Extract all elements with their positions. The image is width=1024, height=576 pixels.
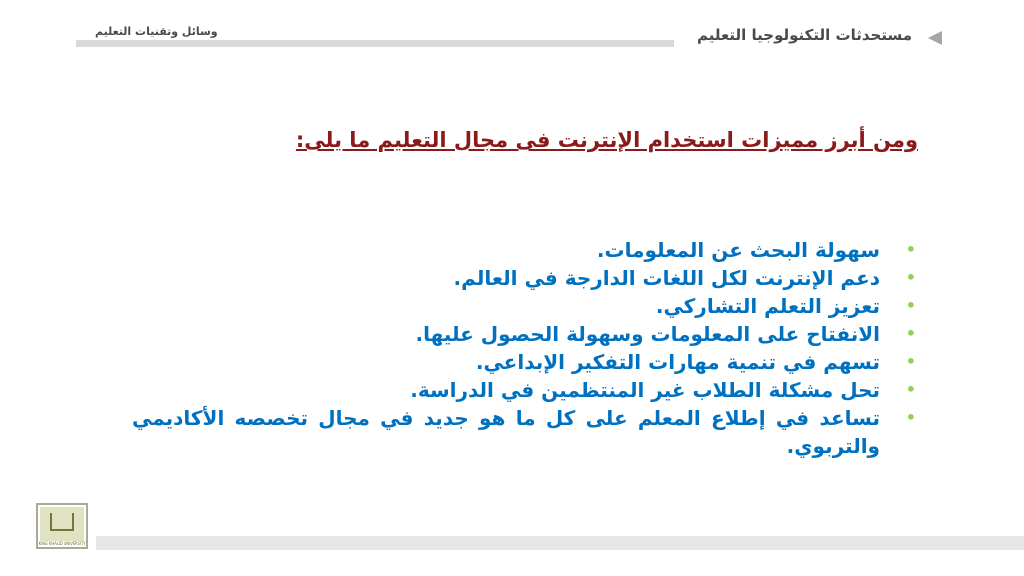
slide-subtitle: ومن أبرز مميزات استخدام الإنترنت فى مجال التعليم ما يلى: xyxy=(295,128,918,152)
bullet-item xyxy=(132,404,922,460)
university-logo-icon xyxy=(36,503,88,549)
triangle-left-icon xyxy=(928,31,942,45)
bullet-text: سهولة البحث عن المعلومات. xyxy=(596,238,880,262)
course-name: وسائل وتقنيات التعليم xyxy=(95,25,218,38)
bullet-dot-icon: • xyxy=(905,352,916,371)
bullet-item xyxy=(132,320,922,348)
bullet-dot-icon: • xyxy=(905,380,916,399)
bullet-item xyxy=(132,348,922,376)
bullet-item xyxy=(132,264,922,292)
bullet-dot-icon: • xyxy=(905,296,916,315)
bullet-list xyxy=(132,236,922,460)
bullet-item xyxy=(132,376,922,404)
bullet-text: دعم الإنترنت لكل اللغات الدارجة في العالم. xyxy=(453,266,880,290)
bullet-text: تعزيز التعلم التشاركي. xyxy=(655,294,880,318)
bullet-dot-icon: • xyxy=(905,324,916,343)
bullet-text: تسهم في تنمية مهارات التفكير الإبداعي. xyxy=(475,350,880,374)
bullet-item xyxy=(132,236,922,264)
bullet-text: تساعد في إطلاع المعلم على كل ما هو جديد في مجال تخصصه الأكاديمي والتربوي. xyxy=(132,406,880,458)
footer-bar xyxy=(96,536,1024,550)
bullet-item xyxy=(132,292,922,320)
slide-header-title: مستحدثات التكنولوجيا التعليم xyxy=(696,26,912,44)
bullet-text: الانفتاح على المعلومات وسهولة الحصول عليها. xyxy=(415,322,880,346)
logo-emblem xyxy=(40,507,84,541)
bullet-dot-icon: • xyxy=(905,408,916,427)
bullet-dot-icon: • xyxy=(905,268,916,287)
logo-mark xyxy=(50,513,74,531)
bullet-text: تحل مشكلة الطلاب غير المنتظمين في الدراسة. xyxy=(410,378,880,402)
header-divider xyxy=(76,40,674,47)
bullet-dot-icon: • xyxy=(905,240,916,259)
logo-caption: KING KHALID UNIVERSITY xyxy=(38,541,86,546)
